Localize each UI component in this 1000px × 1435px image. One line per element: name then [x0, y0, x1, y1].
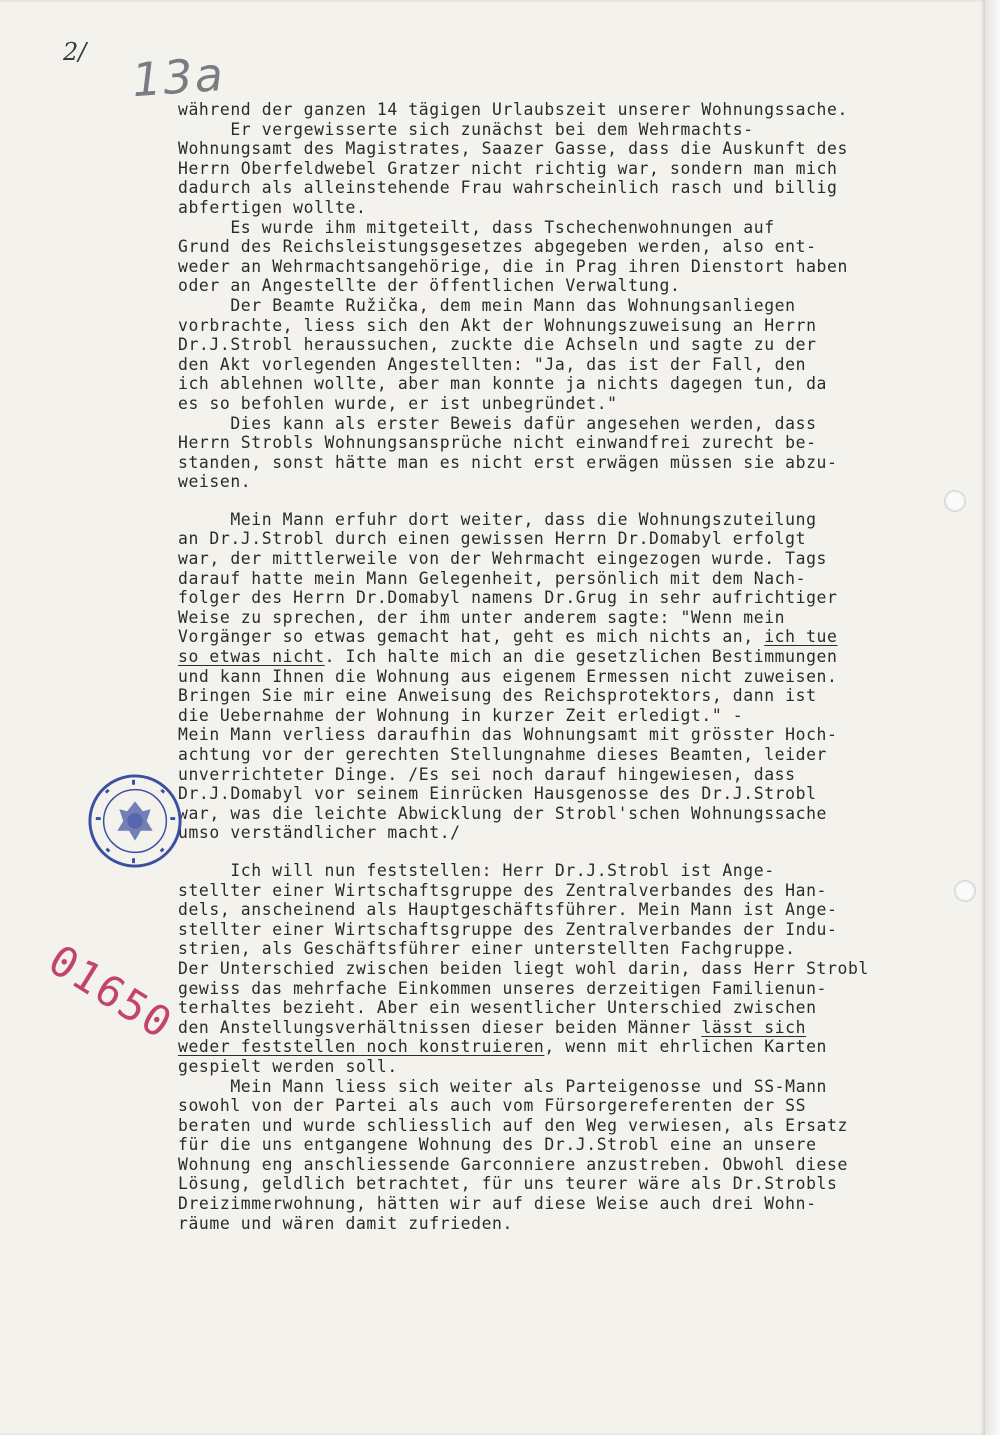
text-run: Mein Mann erfuhr dort weiter, dass die Wohnungszuteilung [178, 509, 817, 529]
text-run: Mein Mann liess sich weiter als Parteigenosse und SS-Mann [178, 1076, 828, 1096]
text-line [178, 414, 978, 434]
text-run: gespielt werden soll. [178, 1056, 398, 1076]
text-run: es so befohlen wurde, er ist unbegründet." [178, 393, 618, 413]
text-line [178, 745, 978, 765]
text-run: stellter einer Wirtschaftsgruppe des Zentralverbandes des Han- [178, 880, 828, 900]
text-line [178, 608, 978, 628]
text-run: während der ganzen 14 tägigen Urlaubszeit unserer Wohnungssache. [178, 100, 848, 119]
letter-body [178, 100, 978, 1233]
text-run: achtung vor der gerechten Stellungnahme dieses Beamten, leider [178, 745, 828, 764]
page-number: 2/ [63, 38, 87, 66]
text-line [178, 1018, 978, 1038]
text-line [178, 198, 978, 218]
text-line [178, 1155, 978, 1175]
underlined-text: so etwas nicht [178, 647, 325, 667]
text-run: den Akt vorlegenden Angestellten: "Ja, das ist der Fall, den [178, 354, 807, 374]
archive-number: 01650 [40, 935, 182, 1049]
text-line [178, 100, 978, 120]
paragraph-1 [178, 100, 978, 492]
text-run: Dreizimmerwohnung, hätten wir auf diese Weise auch drei Wohn- [178, 1194, 817, 1214]
text-line [178, 355, 978, 375]
text-run: Dies kann als erster Beweis dafür angesehen werden, dass [178, 413, 817, 433]
paragraph-3 [178, 861, 978, 1233]
text-line [178, 529, 978, 549]
text-run: strien, als Geschäftsführer einer unterstellten Fachgruppe. [178, 939, 796, 959]
text-run: war, was die leichte Abwicklung der Strobl'schen Wohnungssache [178, 803, 828, 823]
text-run: Der Unterschied zwischen beiden liegt wohl darin, dass Herr Strobl [178, 958, 869, 978]
text-run: terhaltes bezieht. Aber ein wesentlicher Unterschied zwischen [178, 998, 817, 1018]
text-run: an Dr.J.Strobl durch einen gewissen Herrn Dr.Domabyl erfolgt [178, 529, 807, 549]
text-run: folger des Herrn Dr.Domabyl namens Dr.Grug in sehr aufrichtiger [178, 588, 838, 608]
text-run: und kann Ihnen die Wohnung aus eigenem Ermessen nicht zuweisen. [178, 666, 838, 686]
text-run: Bringen Sie mir eine Anweisung des Reichsprotektors, dann ist [178, 686, 817, 706]
text-run: umso verständlicher macht./ [178, 823, 461, 843]
text-line [178, 959, 978, 979]
page-edge [985, 0, 1000, 1435]
text-line [178, 433, 978, 453]
text-run: Wohnungsamt des Magistrates, Saazer Gasse, dass die Auskunft des [178, 139, 848, 159]
text-line [178, 998, 978, 1018]
text-line [178, 472, 978, 492]
text-line [178, 316, 978, 336]
text-run: Mein Mann verliess daraufhin das Wohnungsamt mit grösster Hoch- [178, 725, 838, 745]
text-line [178, 686, 978, 706]
text-line [178, 784, 978, 804]
text-run: beraten und wurde schliesslich auf den Weg verwiesen, als Ersatz [178, 1115, 848, 1135]
text-run: Grund des Reichsleistungsgesetzes abgegeben werden, also ent- [178, 237, 817, 257]
text-line [178, 1214, 978, 1234]
text-line [178, 823, 978, 843]
text-run: Dr.J.Strobl heraussuchen, zuckte die Achseln und sagte zu der [178, 335, 817, 355]
text-run: war, der mittlerweile von der Wehrmacht eingezogen wurde. Tags [178, 549, 828, 569]
text-line [178, 900, 978, 920]
text-run: Der Beamte Ružička, dem mein Mann das Wohnungsanliegen [178, 295, 796, 315]
text-run: unverrichteter Dinge. /Es sei noch darauf hingewiesen, dass [178, 764, 796, 784]
text-run: sowohl von der Partei als auch vom Fürsorgereferenten der SS [178, 1096, 807, 1116]
text-run: . Ich halte mich an die gesetzlichen Bestimmungen [324, 647, 838, 667]
text-line [178, 939, 978, 959]
text-line [178, 1135, 978, 1155]
paragraph-2 [178, 510, 978, 843]
text-run: für die uns entgangene Wohnung des Dr.J.Strobl eine an unsere [178, 1135, 817, 1155]
text-line [178, 804, 978, 824]
folio-mark: 13a [130, 46, 227, 108]
text-line [178, 178, 978, 198]
text-run: Herrn Oberfeldwebel Gratzer nicht richtig war, sondern man mich [178, 158, 838, 178]
text-run: weisen. [178, 472, 252, 492]
text-line [178, 549, 978, 569]
text-line [178, 296, 978, 316]
text-line [178, 588, 978, 608]
text-line [178, 237, 978, 257]
text-run: ich ablehnen wollte, aber man konnte ja nichts dagegen tun, da [178, 374, 828, 394]
text-run: dels, anscheinend als Hauptgeschäftsführer. Mein Mann ist Ange- [178, 900, 838, 920]
text-line [178, 1194, 978, 1214]
text-line [178, 139, 978, 159]
text-run: oder an Angestellte der öffentlichen Verwaltung. [178, 276, 681, 296]
text-run: , wenn mit ehrlichen Karten [544, 1037, 828, 1057]
text-line [178, 647, 978, 667]
text-line [178, 725, 978, 745]
underlined-text: lässt sich [701, 1017, 807, 1037]
text-run: Ich will nun feststellen: Herr Dr.J.Strobl ist Ange- [178, 860, 775, 880]
text-line [178, 627, 978, 647]
text-line [178, 120, 978, 140]
text-line [178, 394, 978, 414]
text-line [178, 218, 978, 238]
text-run: gewiss das mehrfache Einkommen unseres derzeitigen Familienun- [178, 978, 828, 998]
text-run: den Anstellungsverhältnissen dieser beiden Männer [178, 1017, 702, 1037]
text-run: Vorgänger so etwas gemacht hat, geht es mich nichts an, [178, 627, 765, 647]
text-run: weder an Wehrmachtsangehörige, die in Prag ihren Dienstort haben [178, 256, 848, 276]
text-line [178, 706, 978, 726]
text-run: vorbrachte, liess sich den Akt der Wohnungszuweisung an Herrn [178, 315, 817, 335]
text-run: standen, sonst hätte man es nicht erst erwägen müssen sie abzu- [178, 452, 838, 472]
text-line [178, 335, 978, 355]
text-run: die Uebernahme der Wohnung in kurzer Zeit erledigt." - [178, 705, 744, 725]
text-line [178, 569, 978, 589]
archive-seal-icon [86, 772, 184, 870]
text-line [178, 765, 978, 785]
underlined-text: weder feststellen noch konstruieren [178, 1037, 545, 1057]
punch-hole-bottom [954, 880, 976, 902]
text-run: stellter einer Wirtschaftsgruppe des Zentralverbandes der Indu- [178, 919, 838, 939]
text-line [178, 1096, 978, 1116]
text-line [178, 276, 978, 296]
text-run: Er vergewisserte sich zunächst bei dem Wehrmachts- [178, 119, 754, 139]
text-run: darauf hatte mein Mann Gelegenheit, persönlich mit dem Nach- [178, 568, 807, 588]
text-line [178, 159, 978, 179]
text-run: räume und wären damit zufrieden. [178, 1213, 513, 1233]
text-line [178, 1077, 978, 1097]
text-line [178, 979, 978, 999]
text-run: Weise zu sprechen, der ihm unter anderem sagte: "Wenn mein [178, 607, 786, 627]
text-line [178, 1057, 978, 1077]
text-line [178, 510, 978, 530]
text-run: Herrn Strobls Wohnungsansprüche nicht einwandfrei zurecht be- [178, 433, 817, 453]
text-line [178, 881, 978, 901]
text-line [178, 920, 978, 940]
text-run: Dr.J.Domabyl vor seinem Einrücken Hausgenosse des Dr.J.Strobl [178, 784, 817, 804]
text-run: dadurch als alleinstehende Frau wahrscheinlich rasch und billig [178, 178, 838, 198]
underlined-text: ich tue [764, 627, 838, 647]
text-line [178, 374, 978, 394]
text-line [178, 453, 978, 473]
text-run: Es wurde ihm mitgeteilt, dass Tschechenwohnungen auf [178, 217, 775, 237]
text-line [178, 1116, 978, 1136]
text-line [178, 257, 978, 277]
text-run: Wohnung eng anschliessende Garconniere anzustreben. Obwohl diese [178, 1154, 848, 1174]
text-line [178, 1174, 978, 1194]
text-line [178, 667, 978, 687]
text-line [178, 1037, 978, 1057]
punch-hole-top [944, 490, 966, 512]
text-line [178, 861, 978, 881]
text-run: abfertigen wollte. [178, 197, 367, 217]
text-run: Lösung, geldlich betrachtet, für uns teurer wäre als Dr.Strobls [178, 1174, 838, 1194]
